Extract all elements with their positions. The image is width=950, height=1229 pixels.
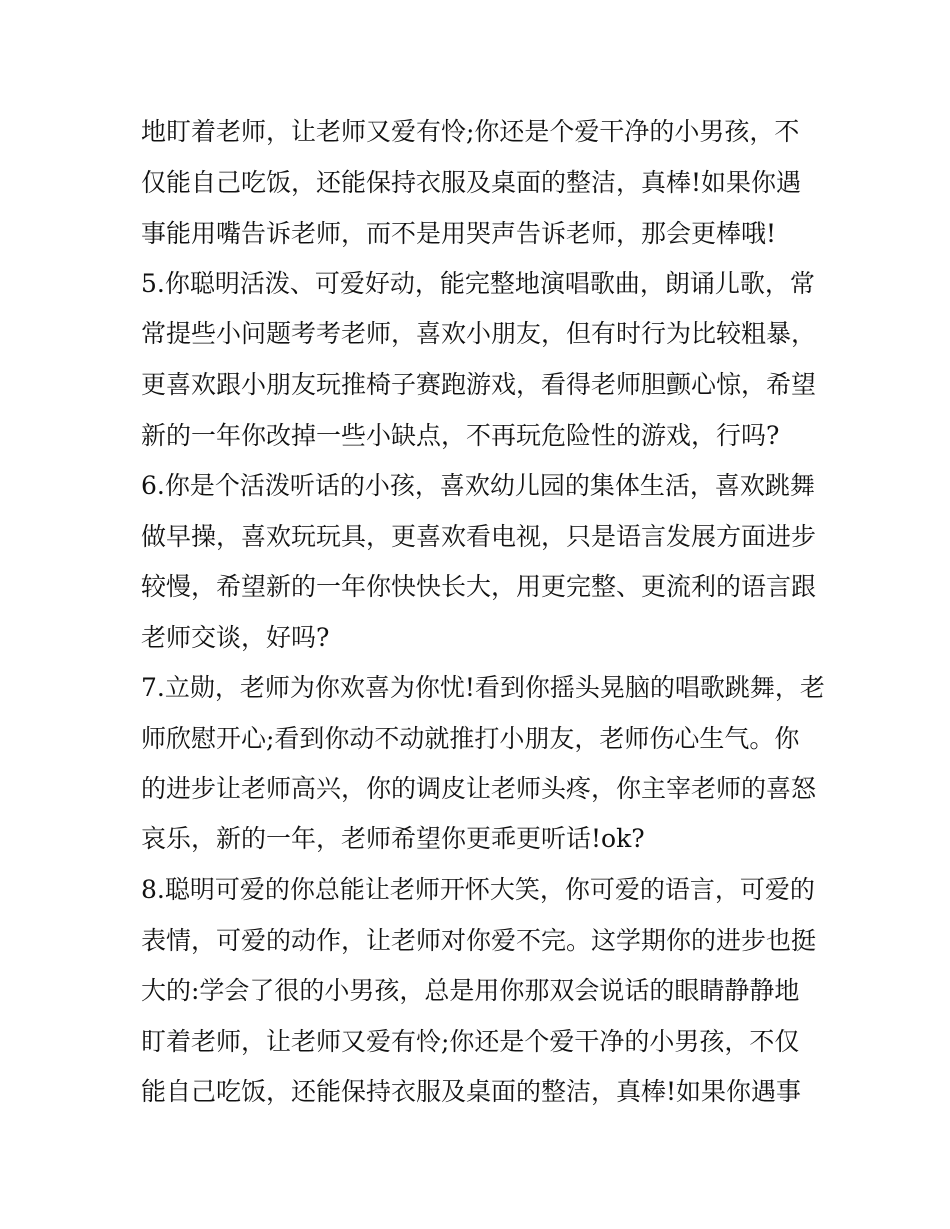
text-line: 大的:学会了很的小男孩，总是用你那双会说话的眼睛静静地 xyxy=(141,976,800,1005)
text-line: 新的一年你改掉一些小缺点，不再玩危险性的游戏，行吗? xyxy=(141,421,780,450)
text-line: 师欣慰开心;看到你动不动就推打小朋友，老师伤心生气。你 xyxy=(141,724,800,753)
text-line: 事能用嘴告诉老师，而不是用哭声告诉老师，那会更棒哦! xyxy=(141,219,777,248)
text-line: 更喜欢跟小朋友玩推椅子赛跑游戏，看得老师胆颤心惊，希望 xyxy=(141,370,817,399)
text-line: 常提些小问题考考老师，喜欢小朋友，但有时行为比较粗暴， xyxy=(141,319,817,348)
text-line: 表情，可爱的动作，让老师对你爱不完。这学期你的进步也挺 xyxy=(141,926,817,955)
text-line: 的进步让老师高兴，你的调皮让老师头疼，你主宰老师的喜怒 xyxy=(141,774,817,803)
text-line: 较慢，希望新的一年你快快长大，用更完整、更流利的语言跟 xyxy=(141,572,817,601)
text-line: 做早操，喜欢玩玩具，更喜欢看电视，只是语言发展方面进步 xyxy=(141,522,817,551)
text-line: 8.聪明可爱的你总能让老师开怀大笑，你可爱的语言，可爱的 xyxy=(141,875,815,904)
text-line: 7.立勋，老师为你欢喜为你忧!看到你摇头晃脑的唱歌跳舞，老 xyxy=(141,673,825,702)
text-line: 老师交谈，好吗? xyxy=(141,623,330,652)
text-line: 能自己吃饭，还能保持衣服及桌面的整洁，真棒!如果你遇事 xyxy=(141,1077,802,1106)
text-line: 哀乐，新的一年，老师希望你更乖更听话!ok? xyxy=(141,824,645,853)
text-line: 盯着老师，让老师又爱有怜;你还是个爱干净的小男孩，不仅 xyxy=(141,1027,800,1056)
text-line: 地盯着老师，让老师又爱有怜;你还是个爱干净的小男孩，不 xyxy=(141,117,800,146)
text-line: 5.你聪明活泼、可爱好动，能完整地演唱歌曲，朗诵儿歌，常 xyxy=(141,269,815,298)
text-line: 仅能自己吃饭，还能保持衣服及桌面的整洁，真棒!如果你遇 xyxy=(141,168,802,197)
text-line: 6.你是个活泼听话的小孩，喜欢幼儿园的集体生活，喜欢跳舞 xyxy=(141,471,815,500)
